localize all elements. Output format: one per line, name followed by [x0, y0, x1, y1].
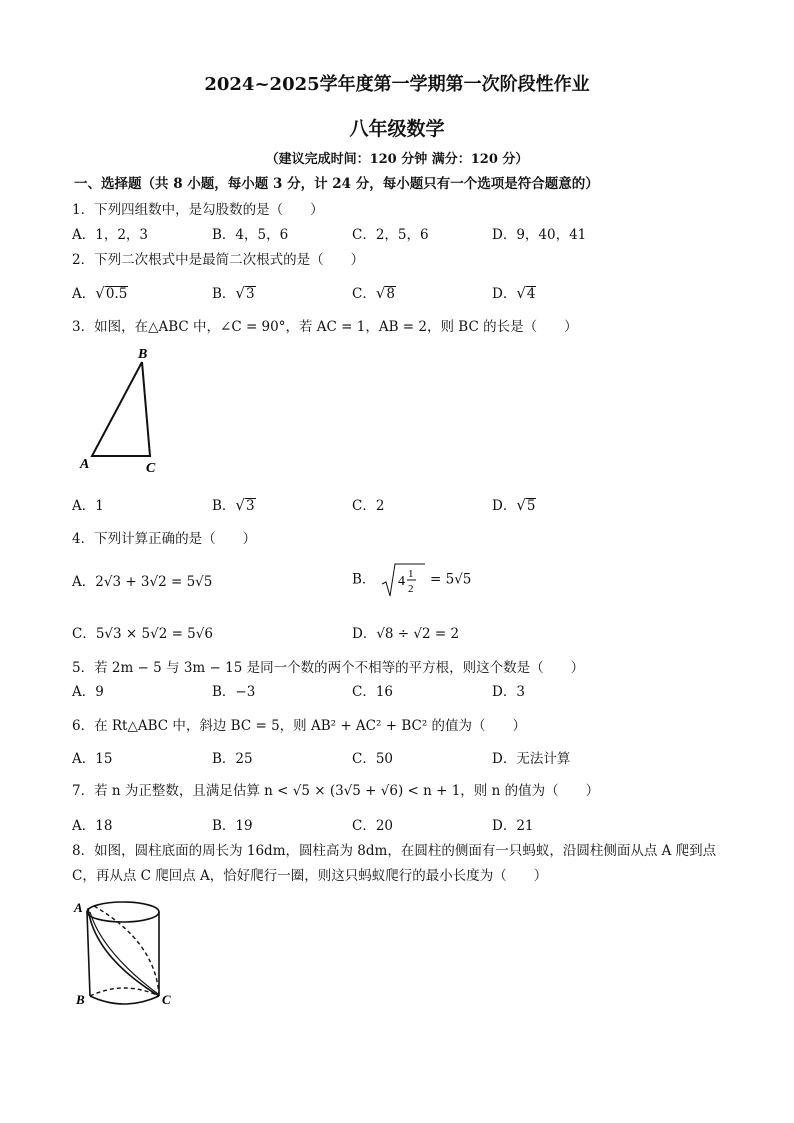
q2-option-d[interactable] [492, 282, 536, 302]
cylinder-bottom-front [90, 996, 159, 1004]
q4-option-b[interactable] [352, 562, 471, 598]
svg-text:4: 4 [397, 574, 405, 589]
q2-a-radicand: 0.5 [105, 286, 128, 302]
cylinder-c-label: C [162, 992, 171, 1007]
subject-title: 八年级数学 [349, 118, 445, 140]
q2-c-radicand: 8 [386, 286, 395, 302]
q7-option-b[interactable]: B．19 [212, 818, 253, 834]
q6-option-a[interactable]: A．15 [72, 751, 113, 767]
q8-stem-line2: C，再从点 C 爬回点 A，恰好爬行一圈，则这只蚂蚁爬行的最小长度为（ ） [72, 868, 548, 884]
q3-b-radicand: 3 [245, 498, 255, 514]
q5-option-a[interactable]: A．9 [72, 684, 104, 700]
q5-option-c[interactable]: C．16 [352, 684, 394, 700]
sqrt-icon: √ [375, 284, 386, 302]
q4-b-label: B． [352, 571, 376, 588]
q6-option-d[interactable]: D．无法计算 [492, 751, 571, 767]
cylinder-a-label: A [74, 900, 83, 915]
q3-d-radicand: 5 [526, 498, 536, 514]
ant-path-front-inner [90, 912, 158, 994]
q6-option-b[interactable]: B．25 [212, 751, 253, 767]
q2-option-c[interactable] [352, 282, 396, 302]
q5-stem: 5．若 2m − 5 与 3m − 15 是同一个数的两个不相等的平方根，则这个数是（ ） [72, 660, 585, 676]
q2-option-a[interactable] [72, 282, 128, 302]
q2-a-label: A． [72, 286, 96, 302]
q5-option-d[interactable]: D．3 [492, 684, 525, 700]
cylinder-b-label: B [76, 992, 85, 1007]
q7-stem: 7．若 n 为正整数，且满足估算 n < √5 × (3√5 + √6) < n + 1，则 n 的值为（ ） [72, 783, 600, 799]
q7-option-a[interactable]: A．18 [72, 818, 113, 834]
sqrt-icon: √ [235, 284, 245, 302]
q3-option-b[interactable] [212, 494, 256, 514]
sqrt-icon: √ [235, 496, 245, 514]
svg-text:1: 1 [407, 568, 414, 580]
q2-b-radicand: 3 [245, 286, 255, 302]
q3-d-label: D． [492, 498, 517, 514]
q8-stem-line1: 8．如图，圆柱底面的周长为 16dm，圆柱高为 8dm，在圆柱的侧面有一只蚂蚁，沿圆柱侧面从点 A 爬到点 [72, 843, 717, 859]
sqrt-icon: √ [516, 496, 526, 514]
exam-title: 2024~2025学年度第一学期第一次阶段性作业 [204, 74, 590, 95]
q4-option-d[interactable]: D．√8 ÷ √2 = 2 [352, 626, 460, 642]
q4-option-c[interactable]: C．5√3 × 5√2 = 5√6 [72, 626, 213, 642]
q3-triangle-figure [74, 340, 174, 478]
q4-option-a[interactable]: A．2√3 + 3√2 = 5√5 [72, 574, 213, 590]
vertex-b-label: B [138, 347, 148, 362]
q3-option-d[interactable] [492, 494, 536, 514]
vertex-c-label: C [146, 461, 156, 476]
q1-option-b[interactable]: B．4，5，6 [212, 227, 289, 243]
q2-d-label: D． [492, 286, 517, 302]
q1-option-d[interactable]: D．9，40，41 [492, 227, 587, 243]
sqrt-icon: √ [516, 284, 526, 302]
q5-option-b[interactable]: B．−3 [212, 684, 256, 700]
q2-option-b[interactable] [212, 282, 256, 302]
q1-option-c[interactable]: C．2，5，6 [352, 227, 429, 243]
q2-stem: 2．下列二次根式中是最简二次根式的是（ ） [72, 252, 365, 268]
q4-b-tail: = 5√5 [430, 571, 472, 588]
svg-text:2: 2 [407, 583, 414, 595]
section-heading: 一、选择题（共 8 小题，每小题 3 分，计 24 分，每小题只有一个选项是符合题意的） [74, 176, 599, 192]
q3-b-label: B． [212, 498, 236, 514]
q7-option-c[interactable]: C．20 [352, 818, 394, 834]
sqrt-mixed-fraction-icon [380, 562, 426, 598]
q3-option-c[interactable]: C．2 [352, 498, 385, 514]
q7-option-d[interactable]: D．21 [492, 818, 534, 834]
q6-stem: 6．在 Rt△ABC 中，斜边 BC = 5，则 AB² + AC² + BC² 的值为（ ） [72, 718, 527, 734]
q3-option-a[interactable]: A．1 [72, 498, 104, 514]
q2-d-radicand: 4 [526, 286, 536, 302]
q6-option-c[interactable]: C．50 [352, 751, 394, 767]
q2-c-label: C． [352, 286, 376, 302]
exam-info: （建议完成时间：120 分钟 满分：120 分） [265, 152, 529, 167]
q1-stem: 1．下列四组数中，是勾股数的是（ ） [72, 202, 324, 218]
triangle-abc [92, 362, 150, 456]
q4-stem: 4．下列计算正确的是（ ） [72, 531, 257, 547]
sqrt-icon: √ [95, 284, 105, 302]
q2-b-label: B． [212, 286, 236, 302]
cylinder-top [87, 902, 159, 922]
q3-stem: 3．如图，在△ABC 中，∠C = 90°，若 AC = 1，AB = 2，则 BC 的长是（ ） [72, 319, 578, 335]
vertex-a-label: A [80, 457, 90, 472]
q8-cylinder-figure [72, 896, 182, 1016]
q1-option-a[interactable]: A．1，2，3 [72, 227, 149, 243]
